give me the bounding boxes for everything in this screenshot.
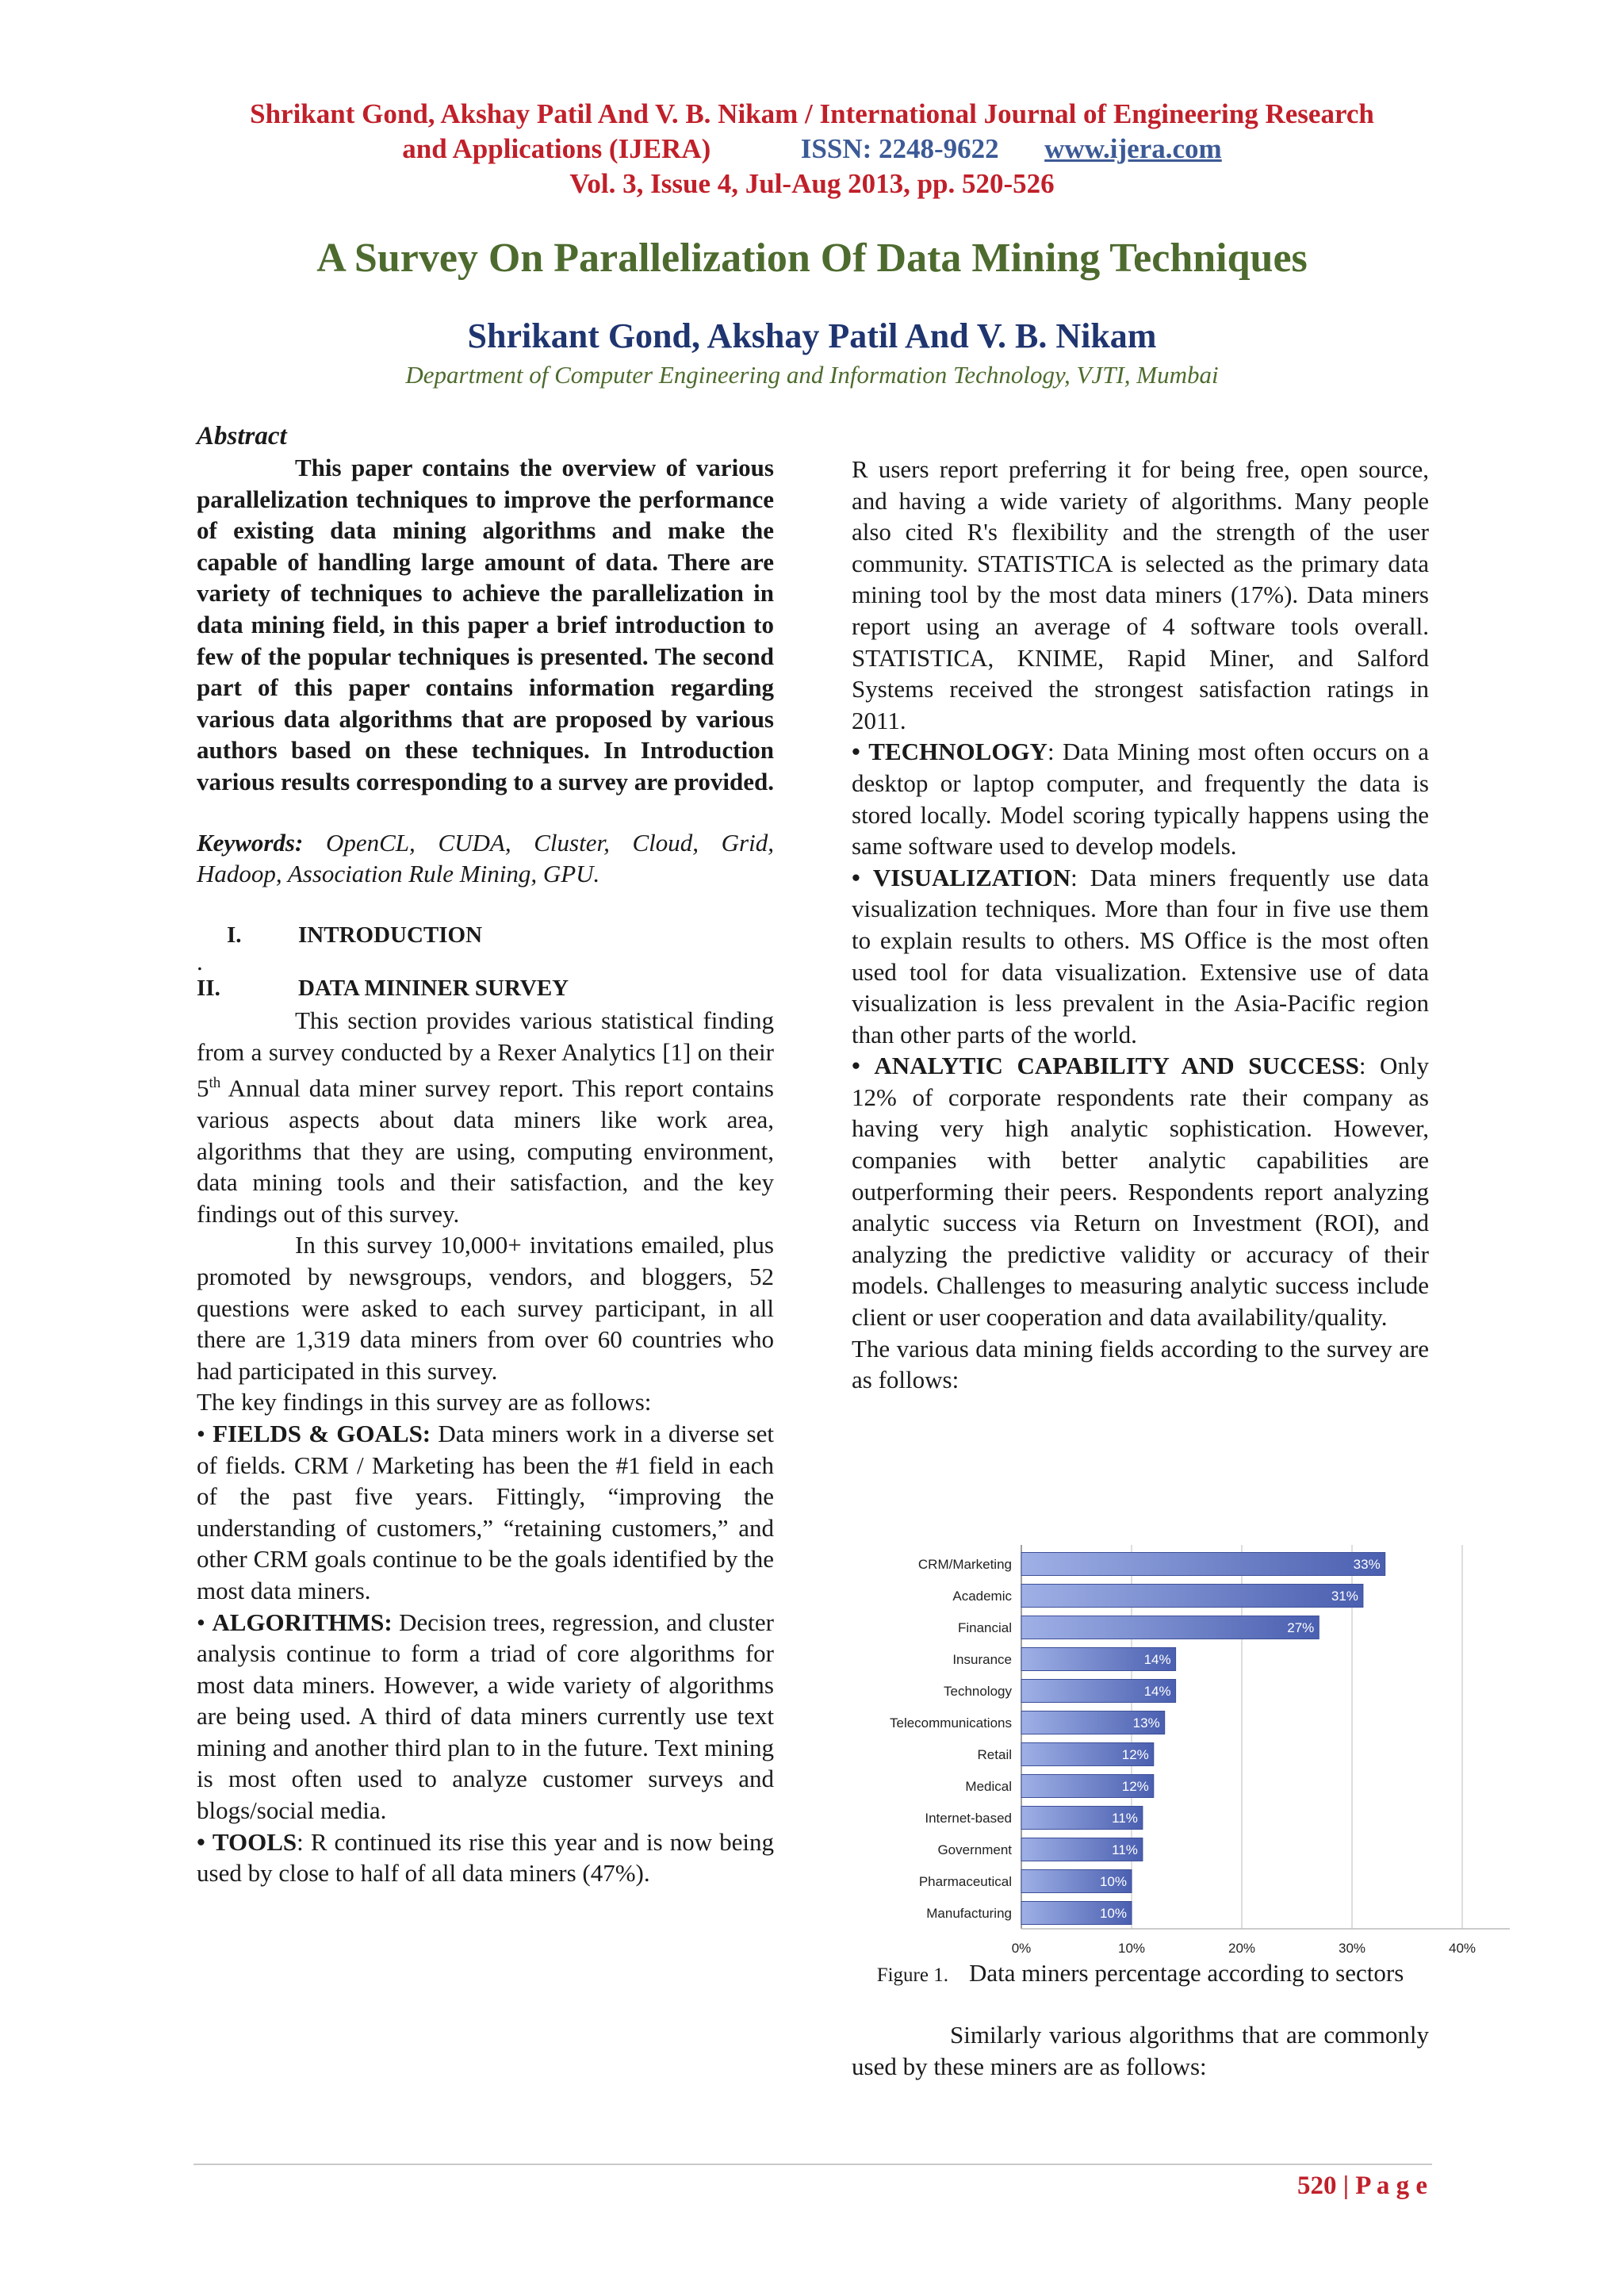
bullet-technology-label: TECHNOLOGY xyxy=(868,738,1048,766)
survey-p1-text-a: This section provides various statistical finding from a survey conducted by a Rexer Analytics [1] on their 5 xyxy=(197,1006,774,1102)
category-label: Medical xyxy=(965,1779,1012,1794)
data-label: 14% xyxy=(1143,1684,1171,1699)
fields-intro-paragraph: The various data mining fields according to the survey are as follows: xyxy=(852,1334,1429,1394)
data-label: 10% xyxy=(1099,1906,1127,1921)
sector-bar-chart xyxy=(852,1526,1518,1970)
data-label: 13% xyxy=(1132,1715,1160,1731)
left-column xyxy=(197,420,774,1889)
bullet-analytic-text: : Only 12% of corporate respondents rate their company as having very high analytic sophistication. However, companies with better analytic capabilities are outperforming their peers. Respondents report analyzing analytic success via Return on Investment (ROI), and analyzing the predictive validity or accuracy of their models. Challenges to measuring analytic success include client or user cooperation and data availability/quality. xyxy=(852,1052,1429,1332)
bullet-icon: • xyxy=(197,1608,205,1636)
category-label: CRM/Marketing xyxy=(917,1557,1012,1572)
category-label: Internet-based xyxy=(925,1811,1012,1826)
bar xyxy=(1021,1616,1319,1639)
bullet-icon: • xyxy=(852,1052,860,1080)
figure-label: Figure 1. xyxy=(876,1964,948,1986)
bullet-analytic-label: ANALYTIC CAPABILITY AND SUCCESS xyxy=(874,1052,1359,1080)
page-number: 520 | P a g e xyxy=(1297,2171,1427,2200)
bar xyxy=(1021,1553,1385,1576)
section-1-number: I. xyxy=(227,922,242,948)
bar xyxy=(1021,1585,1363,1608)
bullet-fields-text: Data miners work in a diverse set of fields. CRM / Marketing has been the #1 field in each of the past five years. Fittingly, “improving the understanding of customers,” “retaining customers,” and other CRM goals continue to be the goals identified by the most data miners. xyxy=(197,1419,774,1604)
category-label: Pharmaceutical xyxy=(918,1874,1012,1889)
journal-header xyxy=(0,97,1624,201)
bullet-tools-text: : R continued its rise this year and is now being used by close to half of all data miners (47%). xyxy=(197,1827,774,1888)
bullet-analytic-capability xyxy=(852,1050,1429,1332)
bullet-icon: • xyxy=(852,863,860,891)
header-line-1: Shrikant Gond, Akshay Patil And V. B. Nikam / International Journal of Engineering Research xyxy=(250,98,1374,129)
x-tick-label: 30% xyxy=(1338,1941,1366,1956)
bullet-visualization-text: : Data miners frequently use data visualization techniques. More than four in five use them to explain results to others. MS Office is the most often used tool for data visualization. Extensive use of data visualization is less prevalent in the Asia-Pacific region than other parts of the world. xyxy=(852,863,1429,1048)
data-label: 27% xyxy=(1287,1620,1315,1635)
category-label: Manufacturing xyxy=(926,1906,1012,1921)
bullet-fields-label: FIELDS & GOALS: xyxy=(213,1419,431,1447)
section-2-title: DATA MININER SURVEY xyxy=(298,976,569,1002)
section-1-placeholder-dot: . xyxy=(197,948,203,976)
survey-paragraph-1 xyxy=(197,1005,774,1229)
header-issn: ISSN: 2248-9622 xyxy=(800,133,999,164)
header-url-link[interactable]: www.ijera.com xyxy=(1044,133,1222,164)
figure-caption xyxy=(852,1957,1429,1991)
category-label: Insurance xyxy=(952,1652,1012,1667)
bullet-technology xyxy=(852,736,1429,861)
x-tick-label: 20% xyxy=(1228,1941,1256,1956)
x-tick-label: 40% xyxy=(1448,1941,1477,1956)
header-line-3: Vol. 3, Issue 4, Jul-Aug 2013, pp. 520-526 xyxy=(569,168,1055,199)
bullet-fields-goals xyxy=(197,1418,774,1607)
data-label: 31% xyxy=(1331,1589,1358,1604)
bullet-tools-label: TOOLS xyxy=(212,1827,297,1856)
category-label: Retail xyxy=(977,1747,1012,1762)
bullet-algorithms-label: ALGORITHMS: xyxy=(212,1608,393,1636)
x-tick-label: 0% xyxy=(1011,1941,1032,1956)
survey-p1-text-b: Annual data miner survey report. This report contains various aspects about data miners like work area, algorithms that they are using, computing environment, data mining tools and their satisfaction, and the key findings out of this survey. xyxy=(197,1074,774,1228)
data-label: 33% xyxy=(1353,1557,1381,1572)
bullet-icon: • xyxy=(197,1419,205,1447)
data-label: 12% xyxy=(1121,1779,1149,1794)
paper-title: A Survey On Parallelization Of Data Mining Techniques xyxy=(316,236,1308,281)
header-line-2 xyxy=(0,132,1624,167)
bullet-algorithms xyxy=(197,1607,774,1826)
bullet-visualization xyxy=(852,862,1429,1051)
keywords-text: OpenCL, CUDA, Cluster, Cloud, Grid, Hadoop, Association Rule Mining, GPU. xyxy=(197,828,774,888)
survey-paragraph-3: The key findings in this survey are as follows: xyxy=(197,1388,652,1416)
survey-p1-superscript: th xyxy=(209,1075,221,1092)
bullet-algorithms-text: Decision trees, regression, and cluster analysis continue to form a triad of core algorithms for most data miners. However, a wide variety of algorithms are being used. A third of data miners currently use text mining and another third plan to in the future. Text mining is most often used to analyze customer surveys and blogs/social media. xyxy=(197,1608,775,1825)
bullet-technology-text: : Data Mining most often occurs on a desktop or laptop computer, and frequently the data is stored locally. Model scoring typically happens using the same software used to develop models. xyxy=(852,738,1430,861)
after-figure-paragraph xyxy=(852,2019,1429,2083)
section-survey-heading xyxy=(197,973,774,1005)
paper-authors: Shrikant Gond, Akshay Patil And V. B. Nikam xyxy=(467,316,1157,355)
category-label: Government xyxy=(937,1842,1012,1857)
data-label: 12% xyxy=(1121,1747,1149,1762)
header-journal-name: and Applications (IJERA) xyxy=(402,133,711,164)
survey-paragraph-2: In this survey 10,000+ invitations emailed, plus promoted by newsgroups, vendors, and bloggers, 52 questions were asked to each survey participant, in all there are 1,319 data miners from over 60 countries who had participated in this survey. xyxy=(197,1231,774,1385)
section-introduction-heading xyxy=(197,920,774,952)
data-label: 11% xyxy=(1112,1842,1138,1857)
category-label: Academic xyxy=(952,1589,1012,1604)
tools-continued-paragraph: R users report preferring it for being free, open source, and having a wide variety of algorithms. Many people also cited R's flexibility and the strength of the user community. STATISTICA is selected as the primary data mining tool by the most data miners (17%). Data miners report using an average of 4 software tools overall. STATISTICA, KNIME, Rapid Miner, and Salford Systems received the strongest satisfaction ratings in 2011. xyxy=(852,455,1429,734)
data-label: 11% xyxy=(1112,1811,1138,1826)
after-figure-text: Similarly various algorithms that are commonly used by these miners are as follows: xyxy=(852,2021,1429,2080)
bullet-tools xyxy=(197,1826,774,1889)
figure-caption-text: Data miners percentage according to sectors xyxy=(968,1959,1404,1987)
author-affiliation: Department of Computer Engineering and Information Technology, VJTI, Mumbai xyxy=(405,361,1219,389)
section-1-title: INTRODUCTION xyxy=(298,922,483,948)
category-label: Financial xyxy=(957,1620,1012,1635)
right-column xyxy=(852,454,1429,1396)
abstract-body: This paper contains the overview of various parallelization techniques to improve the performance of existing data mining algorithms and make the capable of handling large amount of data. There are variety of techniques to achieve the parallelization in data mining field, in this paper a brief introduction to few of the popular techniques is presented. The second part of this paper contains information regarding various data algorithms that are proposed by various authors based on these techniques. In Introduction various results corresponding to a survey are provided. xyxy=(197,454,774,795)
x-tick-label: 10% xyxy=(1117,1941,1146,1956)
abstract-heading: Abstract xyxy=(197,422,287,450)
data-label: 14% xyxy=(1143,1652,1171,1667)
section-2-number: II. xyxy=(197,976,220,1002)
bullet-icon: • xyxy=(197,1827,205,1856)
category-label: Technology xyxy=(943,1684,1012,1699)
keywords-label: Keywords: xyxy=(197,828,304,857)
data-label: 10% xyxy=(1099,1874,1127,1889)
category-label: Telecommunications xyxy=(889,1715,1012,1731)
bullet-icon: • xyxy=(852,738,860,766)
keywords xyxy=(197,827,774,890)
bullet-visualization-label: VISUALIZATION xyxy=(872,863,1071,891)
footer-divider xyxy=(193,2164,1432,2165)
